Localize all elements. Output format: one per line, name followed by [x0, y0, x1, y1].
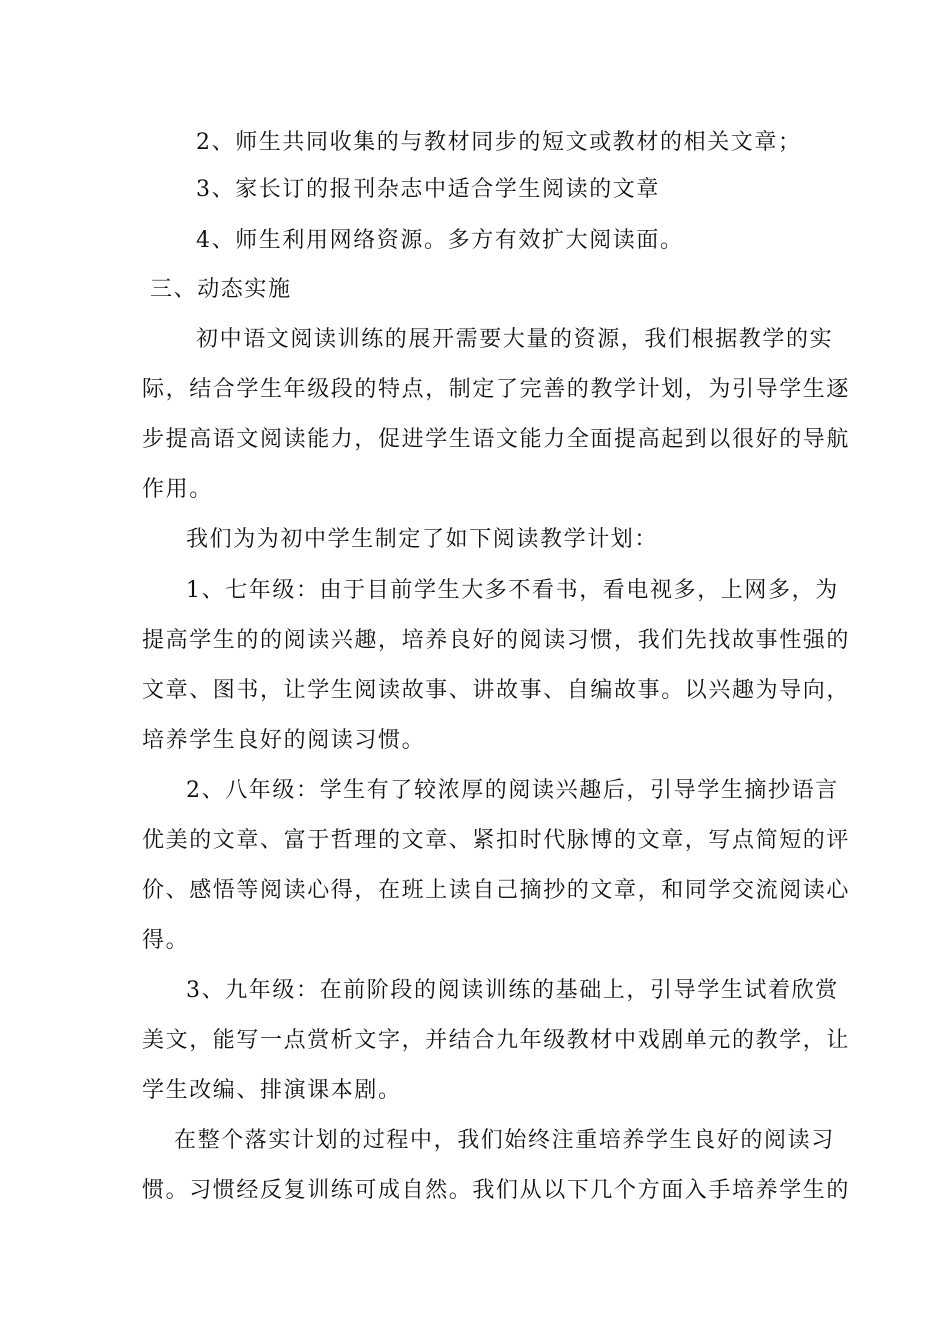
paragraph-line: 学生改编、排演课本剧。	[142, 1078, 402, 1103]
paragraph-line: 我们为为初中学生制定了如下阅读教学计划：	[186, 527, 659, 552]
paragraph-line: 3、九年级：在前阶段的阅读训练的基础上，引导学生试着欣赏	[186, 978, 839, 1003]
list-item-3: 3、家长订的报刊杂志中适合学生阅读的文章	[196, 177, 660, 202]
section-heading: 三、动态实施	[150, 277, 292, 302]
paragraph-line: 优美的文章、富于哲理的文章、紧扣时代脉博的文章，写点简短的评	[142, 828, 851, 853]
paragraph-line: 际，结合学生年级段的特点，制定了完善的教学计划，为引导学生逐	[142, 377, 851, 402]
paragraph-line: 1、七年级：由于目前学生大多不看书，看电视多，上网多，为	[186, 578, 839, 603]
paragraph-line: 步提高语文阅读能力，促进学生语文能力全面提高起到以很好的导航	[142, 427, 851, 452]
list-item-4: 4、师生利用网络资源。多方有效扩大阅读面。	[196, 228, 684, 253]
paragraph-line: 培养学生良好的阅读习惯。	[142, 728, 426, 753]
list-item-2: 2、师生共同收集的与教材同步的短文或教材的相关文章；	[196, 130, 802, 155]
paragraph-line: 作用。	[142, 477, 213, 502]
paragraph-line: 文章、图书，让学生阅读故事、讲故事、自编故事。以兴趣为导向，	[142, 678, 851, 703]
paragraph-line: 价、感悟等阅读心得，在班上读自己摘抄的文章，和同学交流阅读心	[142, 878, 851, 903]
paragraph-line: 美文，能写一点赏析文字，并结合九年级教材中戏剧单元的教学，让	[142, 1028, 851, 1053]
paragraph-line: 2、八年级：学生有了较浓厚的阅读兴趣后，引导学生摘抄语言	[186, 778, 839, 803]
paragraph-line: 惯。习惯经反复训练可成自然。我们从以下几个方面入手培养学生的	[142, 1178, 851, 1203]
paragraph-line: 得。	[142, 928, 190, 953]
paragraph-line: 初中语文阅读训练的展开需要大量的资源，我们根据教学的实	[196, 327, 834, 352]
paragraph-line: 提高学生的的阅读兴趣，培养良好的阅读习惯，我们先找故事性强的	[142, 628, 851, 653]
paragraph-line: 在整个落实计划的过程中，我们始终注重培养学生良好的阅读习	[174, 1128, 835, 1153]
